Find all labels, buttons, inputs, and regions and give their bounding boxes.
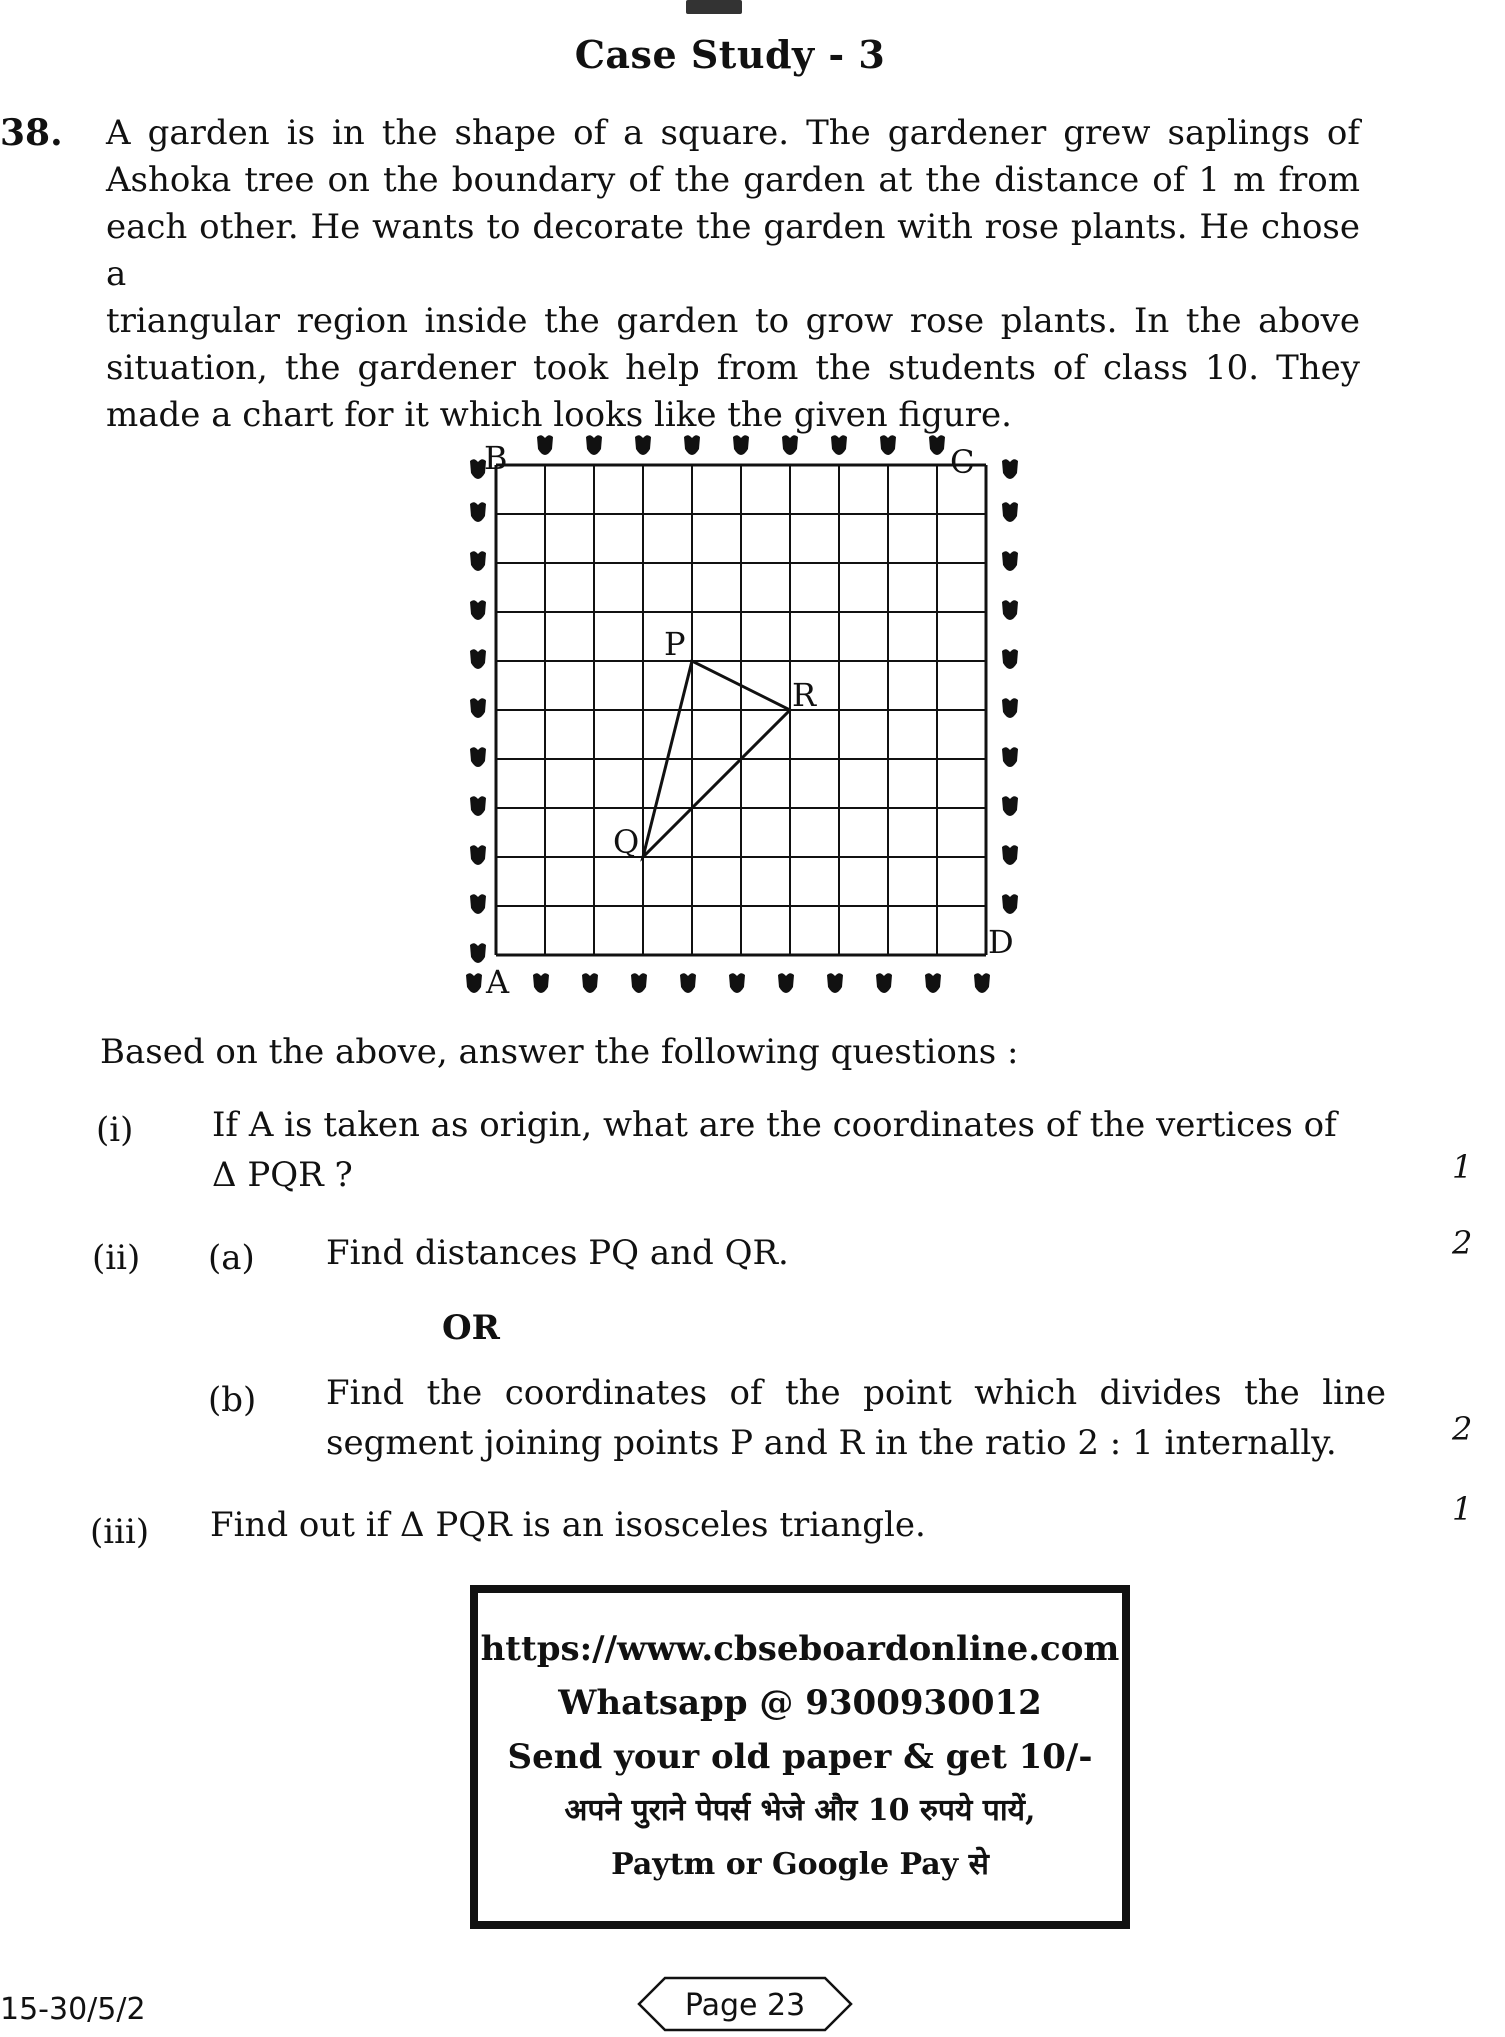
- paragraph-line: A garden is in the shape of a square. The gardener grew saplings of: [106, 113, 1360, 153]
- tree-shape: [466, 973, 482, 993]
- paragraph-line: triangular region inside the garden to grow rose plants. In the above: [106, 301, 1360, 341]
- tree-shape: [1002, 698, 1018, 718]
- subq-i-marks: 1: [1452, 1148, 1473, 1186]
- ashoka-tree-icon: [827, 973, 843, 993]
- ashoka-tree-icon: [1002, 698, 1018, 718]
- ashoka-tree-icon: [1002, 502, 1018, 522]
- tree-shape: [470, 698, 486, 718]
- or-separator: OR: [442, 1308, 500, 1348]
- ashoka-tree-icon: [925, 973, 941, 993]
- subq-iii-marks: 1: [1452, 1490, 1473, 1528]
- ashoka-tree-icon: [470, 698, 486, 718]
- tree-shape: [470, 845, 486, 865]
- vertex-label-a: A: [486, 963, 510, 1001]
- tree-shape: [1002, 747, 1018, 767]
- tree-shape: [1002, 894, 1018, 914]
- ashoka-tree-icon: [470, 894, 486, 914]
- garden-figure: [440, 415, 1020, 1015]
- tree-shape: [680, 973, 696, 993]
- ashoka-tree-icon: [582, 973, 598, 993]
- tree-shape: [1002, 459, 1018, 479]
- promo-whatsapp: Whatsapp @ 9300930012: [558, 1683, 1042, 1723]
- ashoka-tree-icon: [680, 973, 696, 993]
- tree-shape: [925, 973, 941, 993]
- ashoka-tree-icon: [470, 649, 486, 669]
- ashoka-tree-icon: [537, 435, 553, 455]
- tree-shape: [880, 435, 896, 455]
- tree-shape: [631, 973, 647, 993]
- ashoka-tree-icon: [470, 600, 486, 620]
- subq-ii-a-text: Find distances PQ and QR.: [326, 1233, 789, 1273]
- page-number-tag: [625, 1975, 865, 2033]
- ashoka-tree-icon: [1002, 459, 1018, 479]
- tree-shape: [582, 973, 598, 993]
- subq-ii-b-line2: segment joining points P and R in the ratio 2 : 1 internally.: [326, 1423, 1337, 1463]
- ashoka-tree-icon: [684, 435, 700, 455]
- tree-shape: [470, 649, 486, 669]
- promo-offer: Send your old paper & get 10/-: [507, 1737, 1093, 1777]
- ashoka-tree-icon: [586, 435, 602, 455]
- page-tag-outline: [625, 1975, 865, 2033]
- ashoka-tree-icon: [782, 435, 798, 455]
- subq-ii-roman: (ii): [92, 1238, 141, 1278]
- tree-shape: [533, 973, 549, 993]
- tree-shape: [470, 551, 486, 571]
- tree-shape: [729, 973, 745, 993]
- ashoka-tree-icon: [1002, 600, 1018, 620]
- promo-url: https://www.cbseboardonline.com: [480, 1629, 1120, 1669]
- grid-lines: [496, 465, 986, 955]
- ashoka-tree-icon: [876, 973, 892, 993]
- tree-shape: [684, 435, 700, 455]
- question-paragraph: [106, 110, 1360, 439]
- tree-shape: [470, 747, 486, 767]
- tree-shape: [470, 894, 486, 914]
- promo-payment: Paytm or Google Pay से: [611, 1847, 989, 1882]
- ashoka-tree-icon: [533, 973, 549, 993]
- ashoka-tree-icon: [1002, 649, 1018, 669]
- tree-shape: [876, 973, 892, 993]
- garden-grid-svg: [440, 415, 1020, 1015]
- case-study-title: Case Study - 3: [574, 32, 886, 77]
- paragraph-line: each other. He wants to decorate the garden with rose plants. He chose a: [106, 207, 1360, 294]
- figure-labels: [484, 439, 1014, 1001]
- tree-shape: [470, 600, 486, 620]
- point-label-p: P: [664, 625, 686, 663]
- ashoka-tree-icon: [470, 551, 486, 571]
- ashoka-tree-icon: [470, 502, 486, 522]
- page-number: Page 23: [684, 1988, 806, 2023]
- tree-shape: [470, 796, 486, 816]
- subq-ii-a-label: (a): [208, 1238, 255, 1278]
- subq-ii-b-label: (b): [208, 1380, 257, 1420]
- tree-shape: [1002, 845, 1018, 865]
- tree-shape: [974, 973, 990, 993]
- ashoka-tree-icon: [929, 435, 945, 455]
- subq-i-line1: If A is taken as origin, what are the coordinates of the vertices of: [212, 1105, 1337, 1145]
- tree-shape: [1002, 796, 1018, 816]
- ashoka-tree-icon: [470, 747, 486, 767]
- tree-shape: [470, 502, 486, 522]
- ashoka-tree-icon: [778, 973, 794, 993]
- tree-shape: [733, 435, 749, 455]
- tree-shape: [537, 435, 553, 455]
- promo-hindi: अपने पुराने पेपर्स भेजे और 10 रुपये पायें,: [564, 1793, 1036, 1828]
- paragraph-line: Ashoka tree on the boundary of the garden at the distance of 1 m from: [106, 160, 1360, 200]
- ashoka-tree-icon: [631, 973, 647, 993]
- ashoka-tree-icon: [1002, 894, 1018, 914]
- vertex-label-b: B: [484, 439, 508, 477]
- paper-code: 15-30/5/2: [0, 1992, 146, 2027]
- ashoka-tree-icon: [974, 973, 990, 993]
- paragraph-line: situation, the gardener took help from the students of class 10. They: [106, 348, 1360, 388]
- ashoka-tree-icon: [470, 796, 486, 816]
- ashoka-tree-icon: [466, 973, 482, 993]
- subq-i-line2: Δ PQR ?: [212, 1155, 353, 1195]
- ashoka-tree-icon: [470, 943, 486, 963]
- tree-shape: [1002, 502, 1018, 522]
- subq-i-roman: (i): [96, 1110, 134, 1150]
- subq-ii-b-line1: Find the coordinates of the point which divides the line: [326, 1373, 1386, 1413]
- ashoka-tree-icon: [1002, 551, 1018, 571]
- subq-ii-b-text: [326, 1368, 1386, 1468]
- tree-shape: [778, 973, 794, 993]
- point-label-r: R: [792, 676, 817, 714]
- ashoka-tree-icon: [880, 435, 896, 455]
- ashoka-tree-icon: [733, 435, 749, 455]
- ashoka-tree-icon: [1002, 747, 1018, 767]
- questions-prompt: Based on the above, answer the following questions :: [100, 1032, 1019, 1072]
- tree-shape: [635, 435, 651, 455]
- subq-i-text: [212, 1100, 1382, 1200]
- vertex-label-d: D: [988, 923, 1014, 961]
- subq-ii-b-marks: 2: [1452, 1410, 1473, 1448]
- ashoka-tree-icon: [831, 435, 847, 455]
- subq-ii-a-marks: 2: [1452, 1224, 1473, 1262]
- tree-shape: [1002, 551, 1018, 571]
- vertex-label-c: C: [950, 443, 975, 481]
- tree-shape: [831, 435, 847, 455]
- tree-shape: [470, 943, 486, 963]
- tree-shape: [929, 435, 945, 455]
- tree-shape: [1002, 649, 1018, 669]
- ashoka-tree-icon: [635, 435, 651, 455]
- ashoka-tree-icon: [470, 845, 486, 865]
- tree-shape: [586, 435, 602, 455]
- subq-iii-text: Find out if Δ PQR is an isosceles triangle.: [210, 1505, 926, 1545]
- subq-iii-roman: (iii): [90, 1512, 150, 1552]
- paragraph-line: made a chart for it which looks like the given figure.: [106, 395, 1012, 435]
- question-number: 38.: [0, 112, 63, 154]
- point-label-q: Q: [613, 823, 640, 861]
- top-mark: [686, 0, 742, 14]
- tree-shape: [1002, 600, 1018, 620]
- ashoka-tree-icon: [729, 973, 745, 993]
- tree-shape: [782, 435, 798, 455]
- ashoka-tree-icon: [1002, 796, 1018, 816]
- tree-shape: [827, 973, 843, 993]
- promo-box: [470, 1585, 1130, 1929]
- ashoka-tree-icon: [1002, 845, 1018, 865]
